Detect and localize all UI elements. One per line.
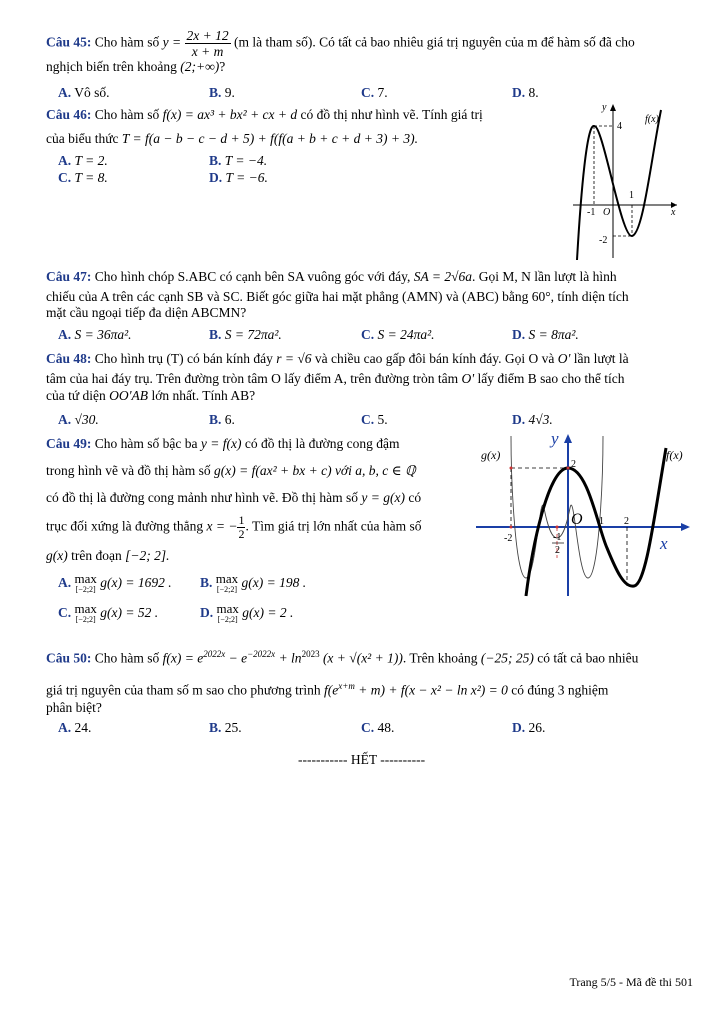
option-letter: C. <box>361 327 375 342</box>
q50-option-b[interactable] <box>209 719 242 737</box>
max-text: max <box>74 601 97 616</box>
option-letter: C. <box>361 412 375 427</box>
q50-option-a[interactable] <box>58 719 91 737</box>
q49-line4a: trục đối xứng là đường thẳng <box>46 518 204 534</box>
q49-line5a: g(x) <box>46 548 68 563</box>
max-operator <box>216 573 238 595</box>
origin-label: O <box>603 207 611 218</box>
y-axis-arrow <box>564 434 572 443</box>
q49-line5c: [−2; 2]. <box>125 548 170 563</box>
f-label: f(x) <box>645 114 659 125</box>
q50-line3: phân biệt? <box>46 700 102 715</box>
option-text: 6. <box>224 412 235 427</box>
q46-text3: của biểu thức <box>46 131 119 146</box>
cubic-curve <box>577 110 661 260</box>
q46-option-a[interactable] <box>58 152 108 170</box>
q49-line2 <box>46 462 416 480</box>
q48-line1a: Cho hình trụ (T) có bán kính đáy <box>94 351 273 366</box>
max-range: [−2;2] <box>216 585 237 594</box>
option-letter: A. <box>58 153 72 168</box>
q46-text1: Cho hàm số <box>94 107 160 122</box>
option-letter: B. <box>209 85 222 100</box>
q48-line3c: lớn nhất. Tính AB? <box>151 388 256 403</box>
option-letter: A. <box>58 720 72 735</box>
q48-option-d[interactable] <box>512 411 553 429</box>
q49-option-b[interactable] <box>200 573 306 595</box>
q45-text4: ? <box>219 59 226 74</box>
q50-line1 <box>46 645 638 668</box>
option-text: 48. <box>377 720 395 735</box>
q49-line3b: y = g(x) <box>361 490 405 505</box>
tick-minus2: -2 <box>504 533 513 544</box>
q49-line1b: y = f(x) <box>200 436 242 451</box>
q45-line2 <box>46 58 225 76</box>
q49-line5 <box>46 547 169 565</box>
point-2 <box>567 467 570 470</box>
q49-line4c: . Tìm giá trị lớn nhất của hàm số <box>245 518 422 534</box>
frac-num: 1 <box>238 513 245 527</box>
q45-line1 <box>46 28 635 59</box>
q48-option-c[interactable] <box>361 411 388 429</box>
q46-func: f(x) = ax³ + bx² + cx + d <box>162 107 298 122</box>
max-text: max <box>215 571 239 586</box>
point-minus2 <box>510 526 513 529</box>
option-letter: B. <box>209 720 222 735</box>
q50-line1c-sup: −2022x <box>247 649 276 659</box>
option-letter: D. <box>512 720 526 735</box>
q50-label: Câu 50: <box>46 650 92 666</box>
q47-line2: chiếu của A trên các cạnh SB và SC. Biết góc giữa hai mặt phẳng (AMN) và (ABC) bằng 60°, tính diện tích <box>46 289 629 304</box>
x-label: x <box>671 207 676 218</box>
tick-4: 4 <box>617 121 622 132</box>
max-operator <box>75 573 97 595</box>
y-label: y <box>551 429 559 448</box>
q49-graph <box>474 428 694 600</box>
max-operator <box>75 603 97 625</box>
q46-option-c[interactable] <box>58 169 108 187</box>
q49-option-c[interactable] <box>58 603 158 625</box>
option-letter: D. <box>200 605 214 621</box>
q46-option-b[interactable] <box>209 152 267 170</box>
q45-label: Câu 45: <box>46 34 92 50</box>
tick-2x: 2 <box>624 516 629 527</box>
q45-interval: (2;+∞) <box>180 59 220 74</box>
x-label: x <box>660 534 668 553</box>
q50-line1c: − e <box>228 650 248 666</box>
q49-line2b: g(x) = f(ax² + bx + c) <box>213 463 332 478</box>
max-text: max <box>74 571 97 586</box>
q47-option-b[interactable] <box>209 326 282 344</box>
q45-text2: (m là tham số). Có tất cả bao nhiêu giá trị nguyên của m để hàm số đã cho <box>234 34 635 50</box>
tick-minus2: -2 <box>599 235 608 246</box>
option-text: T = 8. <box>74 170 108 185</box>
q48-line3b: OO'AB <box>109 388 149 403</box>
q50-line2 <box>46 677 608 700</box>
option-letter: D. <box>512 327 526 342</box>
q45-option-a[interactable] <box>58 84 110 102</box>
q50-line2b-sup: x+m <box>338 681 355 691</box>
option-text: T = −4. <box>224 153 268 168</box>
option-letter: C. <box>58 605 72 621</box>
q45-option-c[interactable] <box>361 84 388 102</box>
q48-line1d: O' <box>557 351 571 366</box>
tick-1: 1 <box>599 516 604 527</box>
option-letter: A. <box>58 575 72 591</box>
q47-label: Câu 47: <box>46 269 92 284</box>
q49-line2c: với a, b, c ∈ ℚ <box>334 463 416 478</box>
q50-line1e: (x + √(x² + 1)) <box>322 650 403 666</box>
option-letter: B. <box>209 327 222 342</box>
option-text: g(x) = 198 . <box>241 575 307 591</box>
q49-line3 <box>46 489 421 507</box>
q47-option-a[interactable] <box>58 326 132 344</box>
end-marker: ----------- HẾT ---------- <box>298 752 426 767</box>
q49-line2a: trong hình vẽ và đồ thị hàm số <box>46 463 211 478</box>
q47-option-d[interactable] <box>512 326 579 344</box>
max-range: [−2;2] <box>217 615 238 624</box>
q46-line1 <box>46 106 483 124</box>
option-letter: C. <box>361 720 375 735</box>
origin-label: O <box>571 511 583 528</box>
q46-option-d[interactable] <box>209 169 268 187</box>
q49-label: Câu 49: <box>46 436 92 451</box>
option-letter: B. <box>200 575 213 591</box>
q45-text3: nghịch biến trên khoảng <box>46 59 177 74</box>
option-letter: A. <box>58 412 72 427</box>
x-axis-arrow <box>681 523 690 531</box>
q50-option-c[interactable] <box>361 719 394 737</box>
option-text: Vô số. <box>74 85 110 100</box>
point-g-minus2 <box>510 467 513 470</box>
option-text: 9. <box>224 85 235 100</box>
option-letter: D. <box>209 170 223 185</box>
option-text: S = 24πa². <box>377 327 435 342</box>
option-letter: B. <box>209 412 222 427</box>
option-text: 25. <box>224 720 242 735</box>
q50-line1b-sup: 2022x <box>203 649 226 659</box>
q48-option-a[interactable] <box>58 411 99 429</box>
q47-option-c[interactable] <box>361 326 435 344</box>
f-label: f(x) <box>666 448 683 462</box>
q45-func-fraction <box>185 28 231 59</box>
q46-text2: có đồ thị như hình vẽ. Tính giá trị <box>300 107 483 122</box>
q50-line2b: f(e <box>324 682 339 698</box>
y-axis-arrow <box>610 104 616 111</box>
q49-line4 <box>46 514 421 541</box>
q49-line3a: có đồ thị là đường cong mảnh như hình vẽ. Đồ thị hàm số <box>46 490 358 505</box>
tick-minus1-num: -1 <box>553 532 562 543</box>
q47-line1b: SA = 2√6a <box>413 269 473 284</box>
y-label: y <box>602 102 607 113</box>
g-label: g(x) <box>481 448 501 462</box>
q45-func-den: x + m <box>191 44 224 59</box>
option-letter: C. <box>361 85 375 100</box>
option-letter: D. <box>512 412 526 427</box>
option-letter: A. <box>58 327 72 342</box>
q45-option-d[interactable] <box>512 84 539 102</box>
option-text: 26. <box>528 720 546 735</box>
option-letter: D. <box>512 85 526 100</box>
q46-graph <box>565 100 690 262</box>
option-text: 24. <box>74 720 92 735</box>
q49-line1a: Cho hàm số bậc ba <box>94 436 198 451</box>
q45-option-b[interactable] <box>209 84 235 102</box>
q49-option-a[interactable] <box>58 573 172 595</box>
q46-line2 <box>46 130 418 148</box>
option-text: T = −6. <box>225 170 268 185</box>
q46-expr: T = f(a − b − c − d + 5) + f(f(a + b + c + d + 3) + 3). <box>121 131 418 146</box>
option-letter: C. <box>58 170 72 185</box>
max-text: max <box>216 601 239 616</box>
point-minus-half <box>556 526 559 529</box>
q49-line5b: trên đoạn <box>71 548 122 563</box>
option-text: g(x) = 52 . <box>100 605 159 621</box>
q48-option-b[interactable] <box>209 411 235 429</box>
q48-label: Câu 48: <box>46 351 92 366</box>
q50-line1f: . Trên khoảng <box>402 650 478 666</box>
q50-option-d[interactable] <box>512 719 545 737</box>
q48-line1c: và chiều cao gấp đôi bán kính đáy. Gọi O và <box>314 351 555 366</box>
q48-line3 <box>46 387 255 405</box>
option-text: 8. <box>528 85 539 100</box>
q47-line1 <box>46 268 617 286</box>
q50-line1d-sup: 2023 <box>301 649 320 659</box>
tick-minus1-den: 2 <box>555 545 560 556</box>
q45-func-num: 2x + 12 <box>186 28 229 43</box>
q48-line2b: O' <box>461 371 475 386</box>
option-text: √30. <box>74 412 99 427</box>
q49-option-d[interactable] <box>200 603 293 625</box>
q49-line1 <box>46 435 400 453</box>
option-text: 4√3. <box>528 412 553 427</box>
max-range: [−2;2] <box>75 585 96 594</box>
q46-label: Câu 46: <box>46 107 92 122</box>
tick-minus1: -1 <box>587 207 596 218</box>
q48-line1 <box>46 350 629 368</box>
q48-line1b: r = √6 <box>276 351 312 366</box>
q47-line1a: Cho hình chóp S.ABC có cạnh bên SA vuông góc với đáy, <box>94 269 411 284</box>
q49-line4b: x = − <box>206 518 238 534</box>
q48-line2c: lấy điểm B sao cho thể tích <box>477 371 625 386</box>
q45-text1: Cho hàm số <box>94 34 160 50</box>
option-text: S = 36πa². <box>74 327 132 342</box>
q50-line2d: có đúng 3 nghiệm <box>511 682 609 698</box>
frac-den: 2 <box>238 527 245 541</box>
page-footer: Trang 5/5 - Mã đề thi 501 <box>569 975 693 989</box>
q48-line1e: lần lượt là <box>573 351 629 366</box>
q50-line1b: f(x) = e <box>162 650 204 666</box>
q49-line1c: có đồ thị là đường cong đậm <box>244 436 400 451</box>
tick-1: 1 <box>629 190 634 201</box>
q50-line2a: giá trị nguyên của tham số m sao cho phương trình <box>46 682 321 698</box>
max-operator <box>217 603 239 625</box>
option-letter: A. <box>58 85 72 100</box>
q45-func-lhs: y = <box>162 34 182 50</box>
q49-line3c: có <box>408 490 422 505</box>
q48-line2a: tâm của hai đáy trụ. Trên đường tròn tâm O lấy điểm A, trên đường tròn tâm <box>46 371 459 386</box>
option-text: g(x) = 1692 . <box>100 575 172 591</box>
option-text: S = 72πa². <box>224 327 282 342</box>
option-text: 7. <box>377 85 388 100</box>
option-text: S = 8πa². <box>528 327 579 342</box>
option-text: 5. <box>377 412 388 427</box>
option-text: T = 2. <box>74 153 108 168</box>
option-letter: B. <box>209 153 222 168</box>
q50-line1d: + ln <box>278 650 302 666</box>
q48-line3a: của tứ diện <box>46 388 106 403</box>
q47-line3: mặt cầu ngoại tiếp đa diện ABCMN? <box>46 305 247 320</box>
q50-line2c: + m) + f(x − x² − ln x²) = 0 <box>358 682 508 698</box>
q47-line1c: . Gọi M, N lần lượt là hình <box>472 269 617 284</box>
max-range: [−2;2] <box>75 615 96 624</box>
q50-line1g: (−25; 25) <box>480 650 534 666</box>
q50-line1h: có tất cả bao nhiêu <box>537 650 639 666</box>
option-text: g(x) = 2 . <box>242 605 294 621</box>
tick-2y: 2 <box>571 459 576 470</box>
q50-line1a: Cho hàm số <box>94 650 160 666</box>
q48-line2 <box>46 370 624 388</box>
